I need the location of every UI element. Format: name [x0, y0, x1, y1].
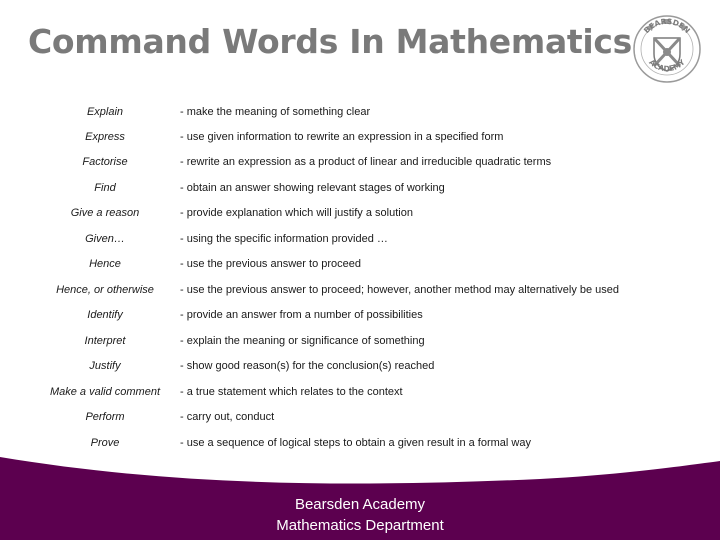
definition: - using the specific information provided …: [180, 233, 388, 245]
term: Hence, or otherwise: [56, 284, 154, 296]
list-item: [0, 382, 720, 402]
term: Find: [94, 182, 116, 194]
definition: - make the meaning of something clear: [180, 106, 371, 118]
list-item: [0, 152, 720, 172]
list-item: [0, 203, 720, 223]
definition: - use the previous answer to proceed; however, another method may alternatively be used: [180, 284, 620, 296]
list-item: [0, 433, 720, 453]
list-item: [0, 102, 720, 122]
term: Given…: [85, 233, 125, 245]
definition: - provide an answer from a number of possibilities: [180, 309, 423, 321]
definition: - use given information to rewrite an expression in a specified form: [180, 131, 504, 143]
definition: - show good reason(s) for the conclusion(s) reached: [180, 360, 435, 372]
definition: - obtain an answer showing relevant stages of working: [180, 182, 445, 194]
list-item: [0, 254, 720, 274]
term: Make a valid comment: [49, 386, 161, 398]
definition: - use the previous answer to proceed: [180, 258, 361, 270]
term: Express: [85, 131, 125, 143]
definition: - rewrite an expression as a product of linear and irreducible quadratic terms: [180, 156, 552, 168]
term: Justify: [89, 360, 121, 372]
term: Identify: [87, 309, 123, 321]
term: Factorise: [82, 156, 128, 168]
definition: - use a sequence of logical steps to obtain a given result in a formal way: [180, 437, 531, 449]
footer-department: Mathematics Department: [276, 517, 444, 534]
footer-school-name: Bearsden Academy: [294, 496, 426, 513]
footer-text: [0, 494, 720, 536]
list-item: [0, 305, 720, 325]
definition: - explain the meaning or significance of something: [180, 335, 425, 347]
list-item: [0, 127, 720, 147]
list-item: [0, 280, 720, 300]
definition: - carry out, conduct: [180, 411, 275, 423]
school-crest-logo: [632, 14, 702, 84]
definition: - provide explanation which will justify a solution: [180, 207, 413, 219]
list-item: [0, 407, 720, 427]
logo-text-bottom: ACADEMY: [647, 57, 687, 74]
list-item: [0, 229, 720, 249]
term: Give a reason: [70, 207, 140, 219]
list-item: [0, 178, 720, 198]
definition: - a true statement which relates to the context: [180, 386, 403, 398]
term: Interpret: [84, 335, 126, 347]
term: Prove: [90, 437, 120, 449]
page-title: Command Words In Mathematics: [28, 22, 633, 61]
term: Perform: [85, 411, 125, 423]
list-item: [0, 356, 720, 376]
term: Explain: [86, 106, 124, 118]
term: Hence: [89, 258, 121, 270]
logo-text-top: BEARSDEN: [642, 16, 692, 36]
list-item: [0, 331, 720, 351]
